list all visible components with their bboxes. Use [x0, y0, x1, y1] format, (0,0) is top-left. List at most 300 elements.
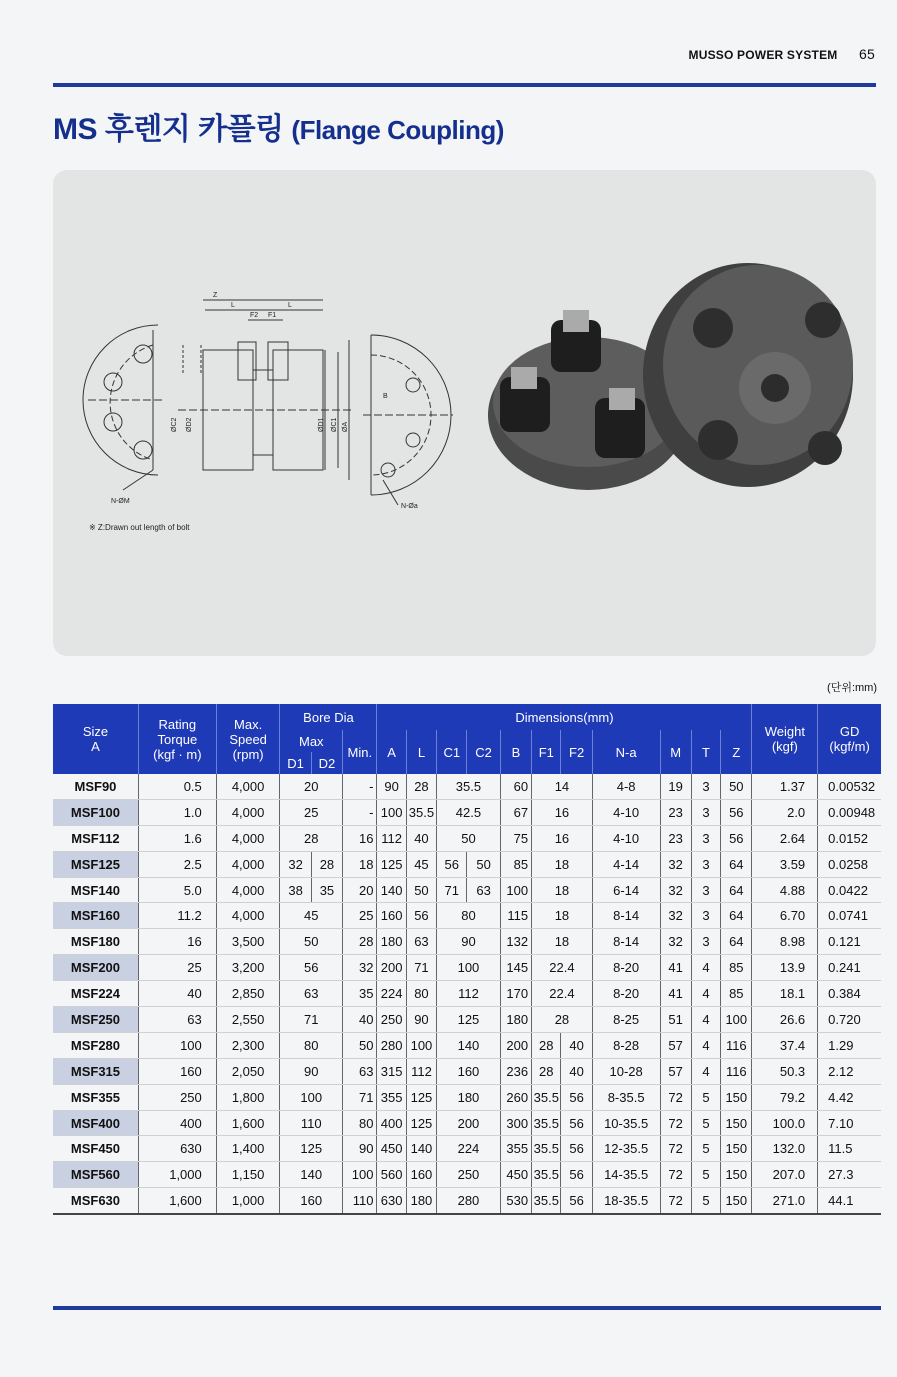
cell-speed: 1,400	[216, 1136, 280, 1162]
cell-dim-c: 180	[437, 1084, 501, 1110]
brand-name: MUSSO POWER SYSTEM	[688, 48, 838, 62]
cell-dim-t: 4	[691, 955, 720, 981]
cell-torque: 630	[138, 1136, 216, 1162]
cell-size: MSF125	[53, 851, 138, 877]
cell-dim-f: 18	[532, 851, 593, 877]
cell-dim-na: 4-10	[592, 799, 660, 825]
cell-dim-c: 280	[437, 1188, 501, 1214]
cell-dim-a: 200	[377, 955, 406, 981]
header-dim-l: L	[406, 730, 436, 774]
bottom-rule	[53, 1306, 881, 1310]
header-dim-na: N-a	[592, 730, 660, 774]
cell-speed: 1,800	[216, 1084, 280, 1110]
cell-dim-t: 3	[691, 903, 720, 929]
table-row	[53, 1058, 881, 1084]
cell-dim-t: 4	[691, 1058, 720, 1084]
cell-dim-z: 85	[721, 981, 752, 1007]
cell-dim-na: 4-14	[592, 851, 660, 877]
cell-bore-max: 100	[280, 1084, 343, 1110]
dim-label-z: Z	[213, 292, 218, 299]
cell-dim-a: 180	[377, 929, 406, 955]
cell-dim-na: 14-35.5	[592, 1162, 660, 1188]
cell-weight: 3.59	[752, 851, 818, 877]
cell-dim-na: 12-35.5	[592, 1136, 660, 1162]
cell-dim-l: 35.5	[406, 799, 436, 825]
cell-dim-z: 150	[721, 1162, 752, 1188]
cell-dim-a: 450	[377, 1136, 406, 1162]
cell-bore-min: -	[343, 774, 377, 799]
cell-dim-f: 18	[532, 877, 593, 903]
cell-speed: 2,850	[216, 981, 280, 1007]
cell-dim-m: 32	[660, 903, 691, 929]
cell-dim-na: 4-10	[592, 825, 660, 851]
cell-dim-b: 180	[500, 1007, 531, 1033]
cell-dim-b: 450	[500, 1162, 531, 1188]
cell-speed: 4,000	[216, 903, 280, 929]
cell-torque: 400	[138, 1110, 216, 1136]
dim-label-f1: F1	[268, 312, 277, 319]
cell-bore-d2: 28	[311, 851, 342, 877]
cell-weight: 2.0	[752, 799, 818, 825]
cell-weight: 8.98	[752, 929, 818, 955]
page-header	[689, 46, 875, 62]
cell-dim-l: 160	[406, 1162, 436, 1188]
cell-dim-l: 45	[406, 851, 436, 877]
cell-speed: 4,000	[216, 774, 280, 799]
dim-label-l-left: L	[231, 302, 235, 309]
cell-dim-na: 8-28	[592, 1032, 660, 1058]
cell-dim-m: 32	[660, 877, 691, 903]
cell-dim-z: 64	[721, 877, 752, 903]
cell-bore-min: 80	[343, 1110, 377, 1136]
cell-dim-f1: 35.5	[532, 1110, 561, 1136]
cell-dim-m: 57	[660, 1032, 691, 1058]
cell-torque: 100	[138, 1032, 216, 1058]
cell-dim-m: 19	[660, 774, 691, 799]
cell-torque: 16	[138, 929, 216, 955]
cell-dim-na: 6-14	[592, 877, 660, 903]
cell-dim-m: 72	[660, 1136, 691, 1162]
cell-dim-f1: 35.5	[532, 1136, 561, 1162]
unit-label: (단위:mm)	[827, 682, 877, 694]
cell-gd: 27.3	[818, 1162, 881, 1188]
cell-bore-max: 25	[280, 799, 343, 825]
dim-label-f2: F2	[250, 312, 259, 319]
cell-bore-min: 35	[343, 981, 377, 1007]
cell-size: MSF280	[53, 1032, 138, 1058]
cell-dim-na: 8-20	[592, 981, 660, 1007]
cell-dim-a: 560	[377, 1162, 406, 1188]
cell-dim-a: 280	[377, 1032, 406, 1058]
cell-dim-l: 50	[406, 877, 436, 903]
cell-dim-f2: 56	[561, 1162, 592, 1188]
cell-size: MSF224	[53, 981, 138, 1007]
cell-dim-m: 32	[660, 851, 691, 877]
cell-torque: 160	[138, 1058, 216, 1084]
header-bore-max: Max	[280, 730, 343, 752]
cell-dim-l: 56	[406, 903, 436, 929]
cell-dim-a: 125	[377, 851, 406, 877]
dim-label-d1: ØD1	[318, 417, 325, 432]
cell-dim-l: 112	[406, 1058, 436, 1084]
cell-weight: 100.0	[752, 1110, 818, 1136]
cell-weight: 37.4	[752, 1032, 818, 1058]
cell-bore-d2: 35	[311, 877, 342, 903]
cell-dim-b: 170	[500, 981, 531, 1007]
header-dim-c2: C2	[467, 730, 500, 774]
cell-bore-min: 71	[343, 1084, 377, 1110]
table-row	[53, 1032, 881, 1058]
header-bore-min: Min.	[343, 730, 377, 774]
cell-bore-min: 16	[343, 825, 377, 851]
cell-dim-t: 4	[691, 981, 720, 1007]
technical-drawing	[53, 170, 876, 656]
header-size: Size A	[53, 704, 138, 774]
cell-dim-b: 355	[500, 1136, 531, 1162]
cell-weight: 1.37	[752, 774, 818, 799]
cell-bore-min: 18	[343, 851, 377, 877]
cell-dim-na: 10-28	[592, 1058, 660, 1084]
cell-bore-min: 90	[343, 1136, 377, 1162]
cell-dim-c1: 56	[437, 851, 467, 877]
cell-dim-na: 8-14	[592, 903, 660, 929]
cell-size: MSF200	[53, 955, 138, 981]
cell-dim-c2: 50	[467, 851, 500, 877]
table-row	[53, 1084, 881, 1110]
header-dim-spacer	[751, 730, 752, 774]
cell-gd: 0.121	[818, 929, 881, 955]
cell-dim-b: 300	[500, 1110, 531, 1136]
table-row	[53, 877, 881, 903]
table-row	[53, 903, 881, 929]
spec-table	[53, 704, 881, 1215]
product-figure	[53, 170, 876, 656]
cell-dim-m: 72	[660, 1110, 691, 1136]
cell-dim-t: 3	[691, 851, 720, 877]
cell-torque: 11.2	[138, 903, 216, 929]
cell-dim-z: 150	[721, 1136, 752, 1162]
cell-size: MSF100	[53, 799, 138, 825]
cell-dim-b: 236	[500, 1058, 531, 1084]
cell-dim-l: 100	[406, 1032, 436, 1058]
cell-dim-t: 3	[691, 774, 720, 799]
cell-gd: 11.5	[818, 1136, 881, 1162]
cell-dim-c1: 71	[437, 877, 467, 903]
cell-dim-t: 4	[691, 1007, 720, 1033]
cell-size: MSF630	[53, 1188, 138, 1214]
cell-weight: 6.70	[752, 903, 818, 929]
cell-dim-a: 315	[377, 1058, 406, 1084]
cell-dim-c: 50	[437, 825, 501, 851]
table-row	[53, 1110, 881, 1136]
cell-dim-c: 35.5	[437, 774, 501, 799]
cell-dim-t: 3	[691, 799, 720, 825]
cell-dim-a: 100	[377, 799, 406, 825]
cell-bore-max: 90	[280, 1058, 343, 1084]
cell-weight: 271.0	[752, 1188, 818, 1214]
figure-note: ※ Z:Drawn out length of bolt	[89, 523, 190, 532]
table-row	[53, 774, 881, 799]
cell-dim-l: 40	[406, 825, 436, 851]
cell-dim-a: 400	[377, 1110, 406, 1136]
cell-speed: 2,550	[216, 1007, 280, 1033]
cell-dim-b: 260	[500, 1084, 531, 1110]
cell-dim-l: 90	[406, 1007, 436, 1033]
cell-speed: 4,000	[216, 799, 280, 825]
cell-dim-z: 150	[721, 1188, 752, 1214]
cell-dim-l: 28	[406, 774, 436, 799]
spec-table-body	[53, 774, 881, 1214]
cell-dim-na: 18-35.5	[592, 1188, 660, 1214]
cell-dim-na: 8-20	[592, 955, 660, 981]
header-gd: GD (kgf/m)	[818, 704, 881, 774]
cell-gd: 0.0258	[818, 851, 881, 877]
cell-speed: 4,000	[216, 825, 280, 851]
cell-bore-max: 45	[280, 903, 343, 929]
header-speed: Max. Speed (rpm)	[216, 704, 280, 774]
cell-dim-c: 42.5	[437, 799, 501, 825]
cell-weight: 50.3	[752, 1058, 818, 1084]
cell-gd: 0.00532	[818, 774, 881, 799]
title-english: (Flange Coupling)	[291, 115, 504, 145]
cell-size: MSF90	[53, 774, 138, 799]
cell-dim-z: 150	[721, 1110, 752, 1136]
cell-bore-min: 40	[343, 1007, 377, 1033]
cell-dim-f: 28	[532, 1007, 593, 1033]
cell-size: MSF250	[53, 1007, 138, 1033]
cell-dim-a: 630	[377, 1188, 406, 1214]
cell-size: MSF400	[53, 1110, 138, 1136]
cell-dim-m: 72	[660, 1084, 691, 1110]
cell-dim-f: 22.4	[532, 955, 593, 981]
cell-dim-f: 18	[532, 929, 593, 955]
header-dimensions: Dimensions(mm)	[377, 704, 752, 730]
header-dim-t: T	[691, 730, 720, 774]
cell-gd: 0.0741	[818, 903, 881, 929]
cell-dim-t: 3	[691, 877, 720, 903]
header-torque: Rating Torque (kgf · m)	[138, 704, 216, 774]
cell-dim-f1: 35.5	[532, 1162, 561, 1188]
cell-dim-l: 125	[406, 1110, 436, 1136]
cell-weight: 2.64	[752, 825, 818, 851]
cell-dim-b: 67	[500, 799, 531, 825]
cell-gd: 0.00948	[818, 799, 881, 825]
cell-dim-m: 41	[660, 981, 691, 1007]
header-dim-f1: F1	[532, 730, 561, 774]
cell-dim-b: 60	[500, 774, 531, 799]
cell-dim-m: 23	[660, 825, 691, 851]
cell-torque: 40	[138, 981, 216, 1007]
cell-dim-t: 5	[691, 1084, 720, 1110]
header-bore-d2: D2	[311, 752, 342, 774]
cell-dim-z: 56	[721, 799, 752, 825]
cell-torque: 1,600	[138, 1188, 216, 1214]
cell-dim-f: 16	[532, 799, 593, 825]
cell-torque: 5.0	[138, 877, 216, 903]
coupling-photo	[488, 263, 853, 490]
cell-dim-f: 22.4	[532, 981, 593, 1007]
cell-dim-t: 5	[691, 1188, 720, 1214]
dim-label-c2: ØC2	[171, 417, 178, 432]
cell-dim-f2: 56	[561, 1188, 592, 1214]
cell-weight: 13.9	[752, 955, 818, 981]
cell-dim-z: 50	[721, 774, 752, 799]
cell-size: MSF180	[53, 929, 138, 955]
cell-speed: 2,300	[216, 1032, 280, 1058]
table-row	[53, 825, 881, 851]
cell-speed: 4,000	[216, 851, 280, 877]
cell-dim-l: 125	[406, 1084, 436, 1110]
cell-dim-b: 85	[500, 851, 531, 877]
cell-bore-max: 63	[280, 981, 343, 1007]
cell-torque: 0.5	[138, 774, 216, 799]
cell-dim-z: 85	[721, 955, 752, 981]
cell-weight: 132.0	[752, 1136, 818, 1162]
cell-dim-f2: 56	[561, 1136, 592, 1162]
cell-torque: 250	[138, 1084, 216, 1110]
cell-bore-max: 160	[280, 1188, 343, 1214]
cell-bore-max: 50	[280, 929, 343, 955]
cell-dim-z: 100	[721, 1007, 752, 1033]
cell-weight: 79.2	[752, 1084, 818, 1110]
cell-bore-d1: 38	[280, 877, 311, 903]
cell-dim-z: 64	[721, 851, 752, 877]
cell-speed: 4,000	[216, 877, 280, 903]
cell-bore-max: 28	[280, 825, 343, 851]
cell-bore-d1: 32	[280, 851, 311, 877]
cell-bore-max: 71	[280, 1007, 343, 1033]
cell-dim-a: 160	[377, 903, 406, 929]
cell-dim-t: 5	[691, 1162, 720, 1188]
cell-speed: 1,000	[216, 1188, 280, 1214]
table-row	[53, 929, 881, 955]
cell-dim-f1: 28	[532, 1058, 561, 1084]
table-row	[53, 1188, 881, 1214]
cell-dim-a: 250	[377, 1007, 406, 1033]
cell-torque: 25	[138, 955, 216, 981]
cell-dim-l: 80	[406, 981, 436, 1007]
cell-bore-min: 100	[343, 1162, 377, 1188]
cell-dim-z: 64	[721, 929, 752, 955]
cell-bore-max: 80	[280, 1032, 343, 1058]
cell-gd: 2.12	[818, 1058, 881, 1084]
cell-torque: 1,000	[138, 1162, 216, 1188]
header-dim-a: A	[377, 730, 406, 774]
cell-dim-c: 250	[437, 1162, 501, 1188]
table-row	[53, 1007, 881, 1033]
cell-dim-t: 5	[691, 1110, 720, 1136]
cell-size: MSF450	[53, 1136, 138, 1162]
cell-dim-f2: 56	[561, 1110, 592, 1136]
cell-bore-min: 63	[343, 1058, 377, 1084]
cell-bore-max: 20	[280, 774, 343, 799]
cell-dim-t: 4	[691, 1032, 720, 1058]
cell-dim-na: 8-14	[592, 929, 660, 955]
cell-dim-m: 23	[660, 799, 691, 825]
top-rule	[53, 83, 876, 87]
cell-dim-b: 145	[500, 955, 531, 981]
cell-size: MSF140	[53, 877, 138, 903]
cell-dim-f1: 35.5	[532, 1084, 561, 1110]
cell-dim-c: 224	[437, 1136, 501, 1162]
cell-bore-min: 110	[343, 1188, 377, 1214]
cell-size: MSF160	[53, 903, 138, 929]
cell-gd: 0.0422	[818, 877, 881, 903]
table-row	[53, 851, 881, 877]
cell-torque: 1.6	[138, 825, 216, 851]
cell-bore-max: 110	[280, 1110, 343, 1136]
table-row	[53, 799, 881, 825]
cell-size: MSF355	[53, 1084, 138, 1110]
cell-torque: 1.0	[138, 799, 216, 825]
cell-bore-min: 32	[343, 955, 377, 981]
dim-label-l-right: L	[288, 302, 292, 309]
cell-torque: 63	[138, 1007, 216, 1033]
cell-dim-l: 71	[406, 955, 436, 981]
cell-dim-c: 80	[437, 903, 501, 929]
cell-dim-t: 3	[691, 825, 720, 851]
table-row	[53, 955, 881, 981]
header-bore-d1: D1	[280, 752, 311, 774]
cell-dim-l: 180	[406, 1188, 436, 1214]
cell-dim-b: 132	[500, 929, 531, 955]
cell-dim-l: 140	[406, 1136, 436, 1162]
cell-dim-z: 116	[721, 1058, 752, 1084]
dim-label-d2: ØD2	[186, 417, 193, 432]
cell-dim-a: 224	[377, 981, 406, 1007]
dim-label-n-m: N-ØM	[111, 498, 130, 505]
cell-size: MSF112	[53, 825, 138, 851]
header-dim-b: B	[500, 730, 531, 774]
cell-dim-m: 57	[660, 1058, 691, 1084]
dim-label-a: ØA	[342, 421, 349, 432]
dim-label-n-a: N-Øa	[401, 503, 418, 510]
cell-gd: 0.241	[818, 955, 881, 981]
dim-label-b: B	[383, 393, 388, 400]
dim-label-c1: ØC1	[331, 417, 338, 432]
cell-dim-a: 140	[377, 877, 406, 903]
cell-dim-f2: 56	[561, 1084, 592, 1110]
table-row	[53, 981, 881, 1007]
cell-gd: 1.29	[818, 1032, 881, 1058]
page-number: 65	[859, 46, 875, 62]
cell-dim-m: 72	[660, 1188, 691, 1214]
cell-gd: 0.0152	[818, 825, 881, 851]
cell-dim-t: 5	[691, 1136, 720, 1162]
cell-gd: 7.10	[818, 1110, 881, 1136]
cell-size: MSF315	[53, 1058, 138, 1084]
cell-weight: 207.0	[752, 1162, 818, 1188]
table-row	[53, 1136, 881, 1162]
cell-dim-f1: 28	[532, 1032, 561, 1058]
cell-dim-f2: 40	[561, 1058, 592, 1084]
cell-bore-min: 25	[343, 903, 377, 929]
cell-bore-min: 28	[343, 929, 377, 955]
cell-dim-m: 72	[660, 1162, 691, 1188]
cell-size: MSF560	[53, 1162, 138, 1188]
cell-bore-min: 20	[343, 877, 377, 903]
cell-dim-c2: 63	[467, 877, 500, 903]
cell-dim-m: 32	[660, 929, 691, 955]
cell-speed: 1,150	[216, 1162, 280, 1188]
header-weight: Weight (kgf)	[752, 704, 818, 774]
cell-dim-z: 64	[721, 903, 752, 929]
cell-weight: 4.88	[752, 877, 818, 903]
cell-dim-l: 63	[406, 929, 436, 955]
cell-dim-f2: 40	[561, 1032, 592, 1058]
cell-dim-f: 14	[532, 774, 593, 799]
cell-dim-b: 530	[500, 1188, 531, 1214]
